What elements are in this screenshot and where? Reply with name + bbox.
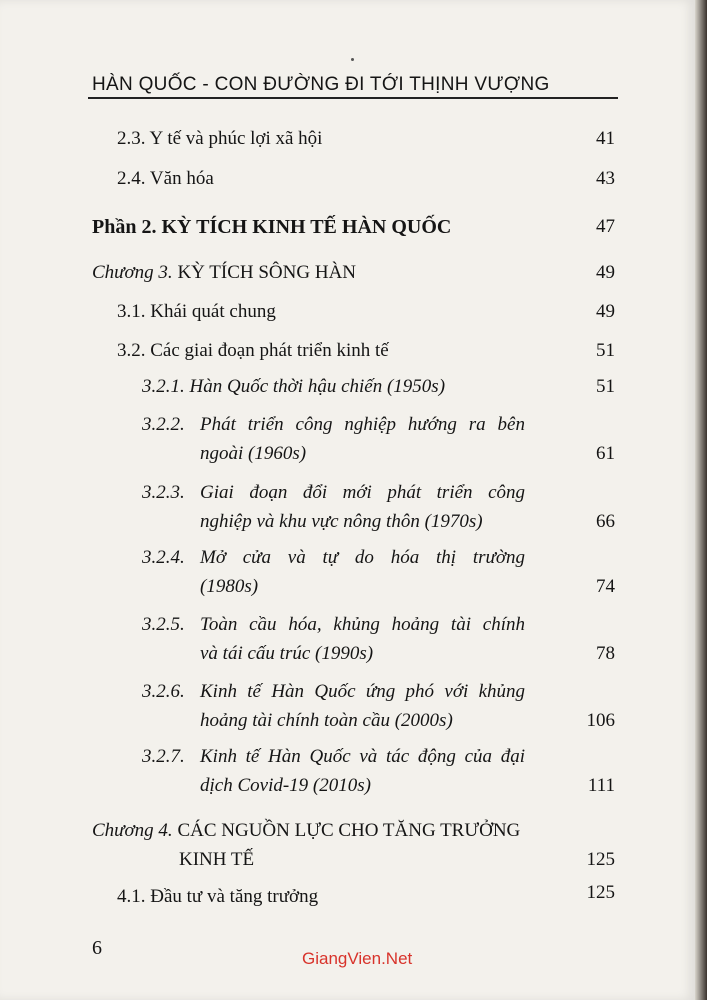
chapter-title: KỲ TÍCH SÔNG HÀN — [177, 262, 357, 283]
toc-entry-title: Y tế và phúc lợi xã hội — [149, 128, 323, 149]
toc-part-2: Phần 2. KỲ TÍCH KINH TẾ HÀN QUỐC — [92, 216, 452, 238]
toc-page-part-2: 47 — [596, 216, 615, 237]
toc-entry-3-2-5-line2: và tái cấu trúc (1990s) — [200, 643, 374, 664]
toc-page-3-2-1: 51 — [596, 376, 615, 397]
toc-chapter-4 — [92, 814, 520, 848]
toc-page-3-1: 49 — [596, 301, 615, 322]
toc-entry-3-2-5-line1: Toàn cầu hóa, khủng hoảng tài chính — [200, 614, 525, 635]
chapter-title: CÁC NGUỒN LỰC CHO TĂNG TRƯỞNG — [177, 820, 521, 841]
toc-entry-title: Khái quát chung — [150, 301, 276, 322]
chapter-label: Chương 3. — [92, 262, 173, 283]
toc-page-3-2-5: 78 — [596, 643, 615, 664]
toc-page-2-3: 41 — [596, 128, 615, 149]
toc-page-3-2: 51 — [596, 340, 615, 361]
page-edge-shadow — [695, 0, 707, 1000]
toc-page-chapter-3: 49 — [596, 262, 615, 283]
toc-entry-3-2 — [117, 334, 389, 368]
toc-entry-3-2-6-number: 3.2.6. — [142, 681, 185, 702]
toc-entry-title: Hàn Quốc thời hậu chiến (1950s) — [189, 376, 446, 397]
running-header: HÀN QUỐC - CON ĐƯỜNG ĐI TỚI THỊNH VƯỢNG — [92, 74, 550, 95]
toc-entry-3-2-7-line1: Kinh tế Hàn Quốc và tác động của đại — [200, 746, 525, 767]
toc-page-3-2-7: 111 — [587, 775, 615, 796]
toc-page-3-2-4: 74 — [596, 576, 615, 597]
toc-entry-3-2-2-line1: Phát triển công nghiệp hướng ra bên — [200, 414, 525, 435]
toc-entry-3-2-2-line2: ngoài (1960s) — [200, 443, 307, 464]
toc-entry-3-2-4-line2: (1980s) — [200, 576, 259, 597]
toc-entry-3-2-7-number: 3.2.7. — [142, 746, 185, 767]
toc-entry-title: Văn hóa — [149, 168, 214, 189]
toc-entry-title: Các giai đoạn phát triển kinh tế — [150, 340, 389, 361]
toc-entry-number: 2.4. — [117, 168, 146, 189]
toc-page-3-2-6: 106 — [586, 710, 615, 731]
toc-entry-3-2-7-line2: dịch Covid-19 (2010s) — [200, 775, 371, 796]
toc-page-2-4: 43 — [596, 168, 615, 189]
toc-chapter-4-line2: KINH TẾ — [179, 849, 255, 870]
toc-entry-3-2-4-line1: Mở cửa và tự do hóa thị trường — [200, 547, 525, 568]
toc-entry-3-2-5-number: 3.2.5. — [142, 614, 185, 635]
toc-page-chapter-4: 125 — [586, 849, 615, 870]
toc-entry-3-2-6-line2: hoảng tài chính toàn cầu (2000s) — [200, 710, 453, 731]
toc-entry-3-2-4-number: 3.2.4. — [142, 547, 185, 568]
chapter-label: Chương 4. — [92, 820, 173, 841]
page-number: 6 — [92, 937, 102, 959]
toc-entry-3-2-1 — [142, 370, 445, 404]
toc-page-3-2-2: 61 — [596, 443, 615, 464]
toc-entry-3-2-3-line2: nghiệp và khu vực nông thôn (1970s) — [200, 511, 483, 532]
toc-entry-3-1 — [117, 295, 276, 329]
toc-entry-number: 2.3. — [117, 128, 146, 149]
toc-entry-2-3 — [117, 122, 322, 156]
toc-entry-2-4 — [117, 162, 214, 196]
toc-entry-title: Đầu tư và tăng trưởng — [150, 886, 319, 907]
watermark: GiangVien.Net — [302, 949, 413, 968]
toc-page-4-1: 125 — [586, 882, 615, 903]
toc-entry-number: 4.1. — [117, 886, 146, 907]
toc-chapter-3 — [92, 256, 356, 290]
toc-entry-3-2-3-line1: Giai đoạn đổi mới phát triển công — [200, 482, 525, 503]
toc-entry-number: 3.1. — [117, 301, 146, 322]
toc-entry-number: 3.2. — [117, 340, 146, 361]
toc-entry-3-2-2-number: 3.2.2. — [142, 414, 185, 435]
toc-entry-3-2-3-number: 3.2.3. — [142, 482, 185, 503]
toc-page-3-2-3: 66 — [596, 511, 615, 532]
toc-entry-number: 3.2.1. — [142, 376, 185, 397]
toc-entry-3-2-6-line1: Kinh tế Hàn Quốc ứng phó với khủng — [200, 681, 525, 702]
toc-entry-4-1 — [117, 880, 318, 914]
